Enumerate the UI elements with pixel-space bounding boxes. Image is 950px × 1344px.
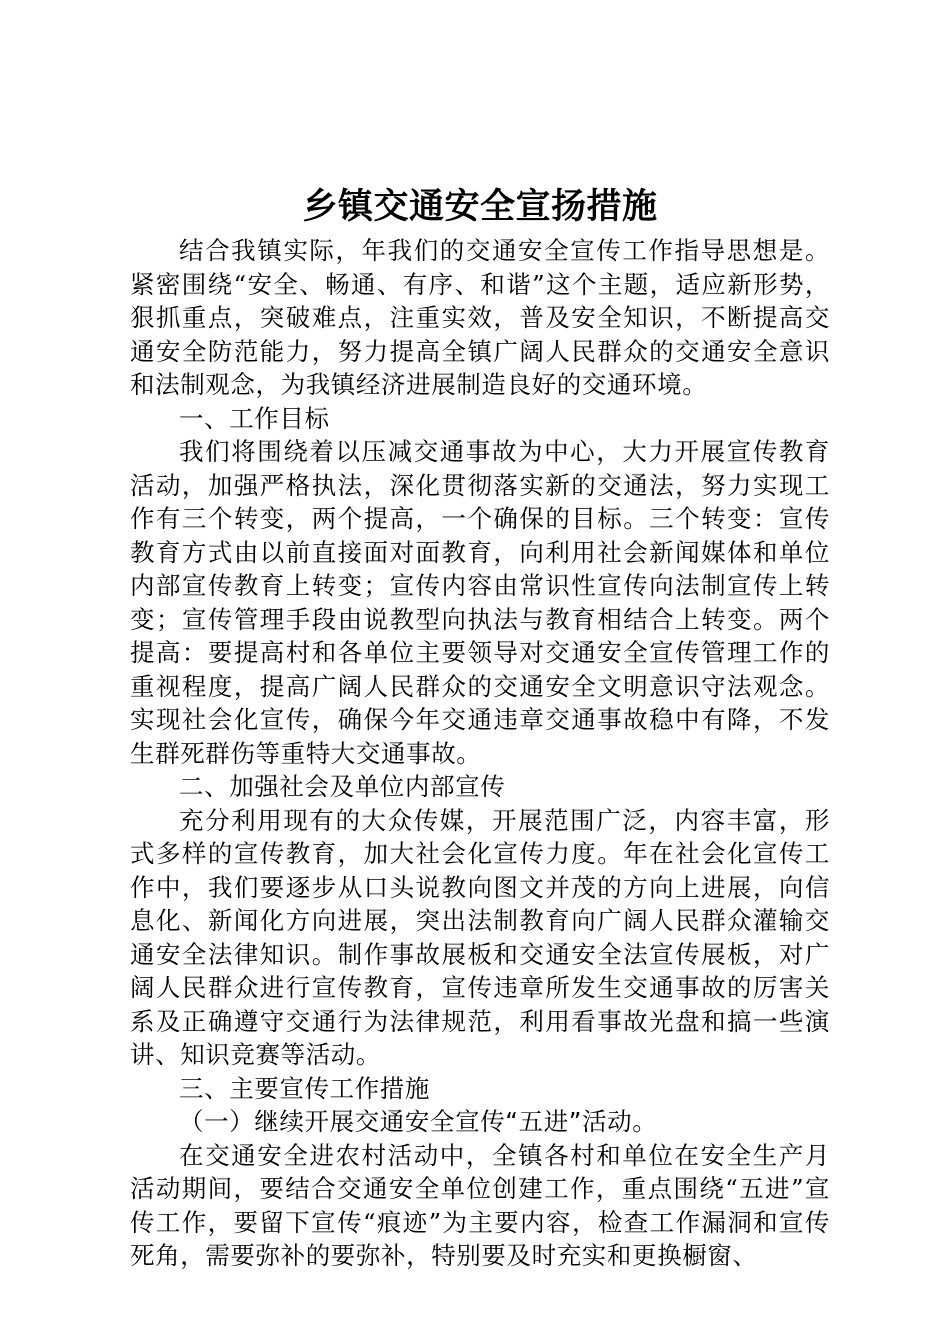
document-page (130, 184, 830, 1273)
section-heading-measures: 三、主要宣传工作措施 (179, 1073, 430, 1103)
five-entries-paragraph: 在交通安全进农村活动中，全镇各村和单位在安全生产月活动期间，要结合交通安全单位创建工作，重点围绕“五进”宣传工作，要留下宣传“痕迹”为主要内容，检查工作漏洞和宣传死角，需要弥补的要弥补，特别要及时充实和更换橱窗、 (130, 1140, 830, 1270)
section-heading-publicity: 二、加强社会及单位内部宣传 (179, 772, 506, 801)
document-title: 乡镇交通安全宣扬措施 (302, 187, 658, 227)
subsection-heading-five-entries: （一）继续开展交通安全宣传“五进”活动。 (179, 1107, 658, 1136)
goals-paragraph: 我们将围绕着以压减交通事故为中心，大力开展宣传教育活动，加强严格执法，深化贯彻落实新的交通法，努力实现工作有三个转变，两个提高，一个确保的目标。三个转变：宣传教育方式由以前直接面对面教育，向利用社会新闻媒体和单位内部宣传教育上转变；宣传内容由常识性宣传向法制宣传上转变；宣传管理手段由说教型向执法与教育相结合上转变。两个提高：要提高村和各单位主要领导对交通安全宣传管理工作的重视程度，提高广阔人民群众的交通安全文明意识守法观念。实现社会化宣传，确保今年交通违章交通事故稳中有降，不发生群死群伤等重特大交通事故。 (130, 437, 830, 768)
section-heading-goals: 一、工作目标 (179, 403, 330, 433)
publicity-paragraph: 充分利用现有的大众传媒，开展范围广泛，内容丰富，形式多样的宣传教育，加大社会化宣传力度。年在社会化宣传工作中，我们要逐步从口头说教向图文并茂的方向上进展，向信息化、新闻化方向进展，突出法制教育向广阔人民群众灌输交通安全法律知识。制作事故展板和交通安全法宣传展板，对广阔人民群众进行宣传教育，宣传违章所发生交通事故的厉害关系及正确遵守交通行为法律规范，利用看事故光盘和搞一些演讲、知识竞赛等活动。 (130, 805, 830, 1069)
intro-paragraph: 结合我镇实际，年我们的交通安全宣传工作指导思想是。紧密围绕“安全、畅通、有序、和谐”这个主题，适应新形势，狠抓重点，突破难点，注重实效，普及安全知识，不断提高交通安全防范能力，努力提高全镇广阔人民群众的交通安全意识和法制观念，为我镇经济进展制造良好的交通环境。 (130, 236, 830, 399)
